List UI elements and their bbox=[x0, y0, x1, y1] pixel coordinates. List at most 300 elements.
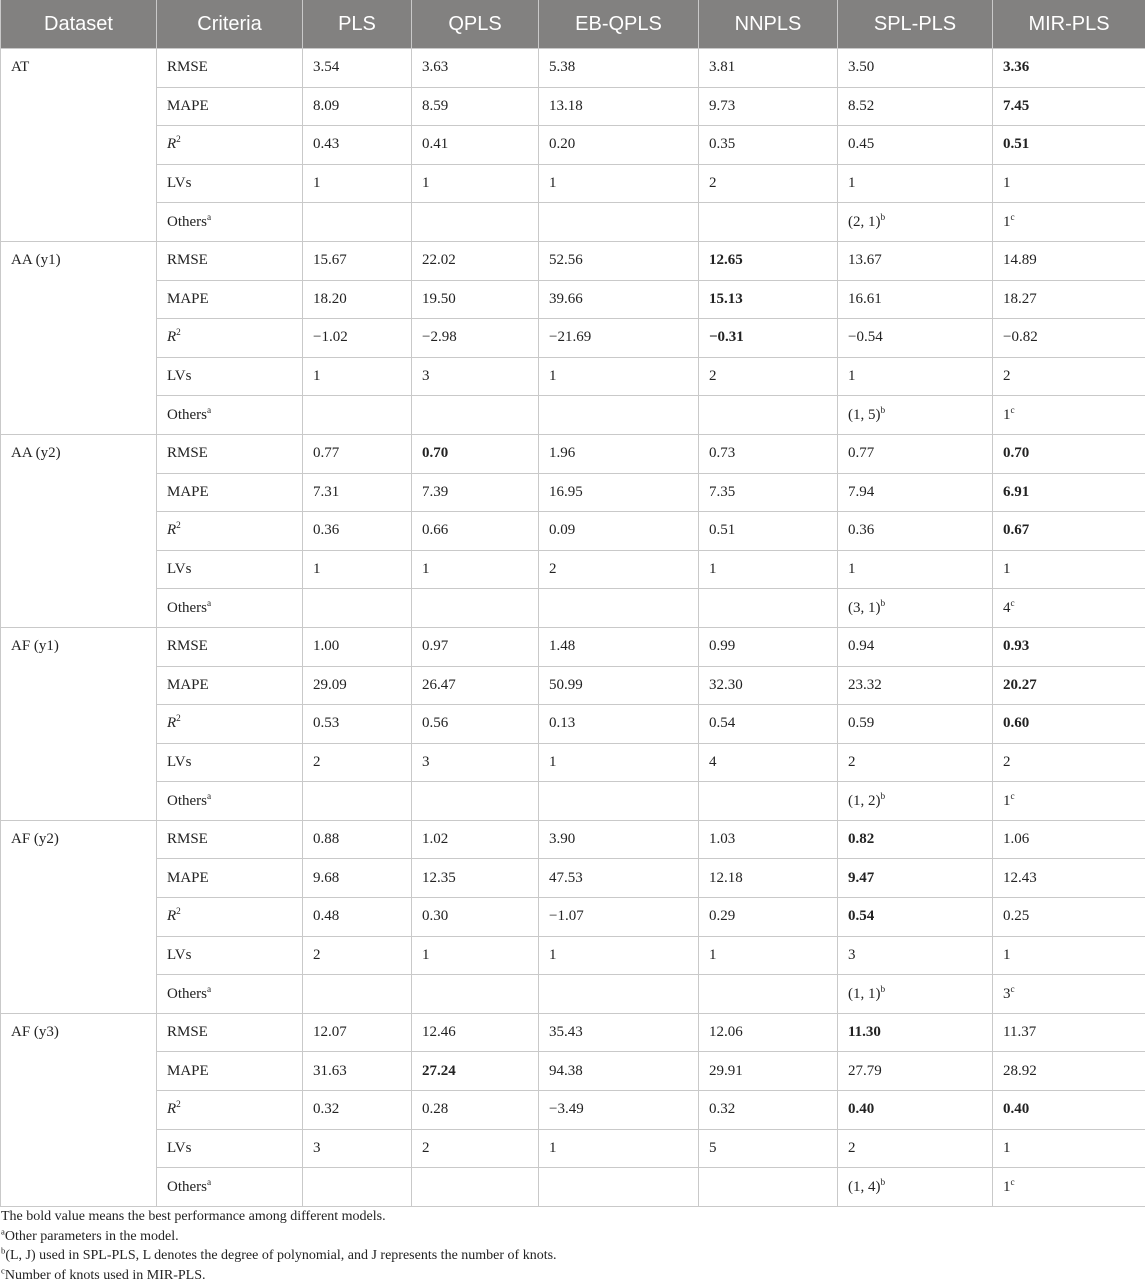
table-row bbox=[1, 1091, 1145, 1130]
value-text: 12.35 bbox=[422, 869, 456, 886]
value-cell bbox=[993, 705, 1145, 744]
value-cell bbox=[699, 434, 838, 473]
value-text: (1, 2) bbox=[848, 792, 881, 809]
value-cell bbox=[303, 241, 412, 280]
value-cell bbox=[539, 743, 699, 782]
value-text: 8.09 bbox=[313, 97, 340, 114]
value-cell bbox=[539, 975, 699, 1014]
value-text: 94.38 bbox=[549, 1062, 583, 1079]
value-cell bbox=[412, 936, 539, 975]
table-row bbox=[1, 782, 1145, 821]
value-text: 0.99 bbox=[709, 638, 736, 655]
value-text: 1.03 bbox=[709, 831, 736, 848]
criteria-label: MAPE bbox=[167, 1062, 209, 1079]
value-cell bbox=[838, 936, 993, 975]
value-cell bbox=[539, 705, 699, 744]
table-row bbox=[1, 627, 1145, 666]
value-text: 1 bbox=[549, 368, 557, 385]
table-row bbox=[1, 1129, 1145, 1168]
value-text: 1 bbox=[313, 175, 321, 192]
criteria-label: RMSE bbox=[167, 1024, 208, 1041]
table-row bbox=[1, 589, 1145, 628]
value-cell bbox=[303, 859, 412, 898]
criteria-label: LVs bbox=[167, 946, 192, 963]
value-text: 18.20 bbox=[313, 290, 347, 307]
value-text: 28.92 bbox=[1003, 1062, 1037, 1079]
table-row bbox=[1, 1168, 1145, 1207]
value-text: 12.46 bbox=[422, 1024, 456, 1041]
value-text: 7.35 bbox=[709, 483, 736, 500]
footnote-marker: b bbox=[1, 1245, 6, 1256]
value-text: 1 bbox=[422, 175, 430, 192]
value-text: 0.73 bbox=[709, 445, 736, 462]
table-row bbox=[1, 705, 1145, 744]
value-text: 2 bbox=[709, 175, 717, 192]
criteria-cell bbox=[157, 743, 303, 782]
value-cell bbox=[699, 1129, 838, 1168]
value-cell bbox=[412, 820, 539, 859]
value-text: 8.52 bbox=[848, 97, 875, 114]
criteria-label: RMSE bbox=[167, 59, 208, 76]
value-cell bbox=[993, 782, 1145, 821]
value-text: 5 bbox=[709, 1139, 717, 1156]
value-cell bbox=[699, 589, 838, 628]
value-cell bbox=[838, 164, 993, 203]
value-cell bbox=[412, 627, 539, 666]
value-text: 0.51 bbox=[1003, 136, 1030, 153]
value-text: 13.67 bbox=[848, 252, 882, 269]
value-cell bbox=[993, 975, 1145, 1014]
footnote-marker: b bbox=[880, 984, 886, 995]
value-text: 7.94 bbox=[848, 483, 875, 500]
value-cell bbox=[412, 164, 539, 203]
dataset-cell: AT bbox=[1, 49, 157, 242]
criteria-cell bbox=[157, 1168, 303, 1207]
value-text: 1 bbox=[313, 561, 321, 578]
table-row bbox=[1, 936, 1145, 975]
value-text: 1 bbox=[1003, 406, 1011, 423]
value-cell bbox=[303, 126, 412, 165]
value-cell bbox=[993, 49, 1145, 88]
value-cell bbox=[699, 859, 838, 898]
superscript-2: 2 bbox=[176, 907, 181, 918]
value-cell bbox=[303, 473, 412, 512]
table-row bbox=[1, 1013, 1145, 1052]
value-cell bbox=[539, 164, 699, 203]
criteria-cell bbox=[157, 705, 303, 744]
value-text: 0.53 bbox=[313, 715, 340, 732]
value-text: 0.32 bbox=[313, 1101, 340, 1118]
value-cell bbox=[303, 280, 412, 319]
value-text: 0.41 bbox=[422, 136, 449, 153]
value-cell bbox=[993, 87, 1145, 126]
footnote-text: The bold value means the best performance among different models. bbox=[1, 1209, 386, 1224]
criteria-cell bbox=[157, 666, 303, 705]
value-text: 16.61 bbox=[848, 290, 882, 307]
value-text: 1 bbox=[549, 946, 557, 963]
value-text: 1 bbox=[848, 368, 856, 385]
value-cell bbox=[993, 280, 1145, 319]
criteria-label: R bbox=[167, 329, 177, 346]
value-cell bbox=[838, 1091, 993, 1130]
value-cell bbox=[303, 1013, 412, 1052]
value-cell bbox=[412, 357, 539, 396]
value-cell bbox=[699, 705, 838, 744]
criteria-cell bbox=[157, 820, 303, 859]
footnote-marker: a bbox=[207, 598, 212, 609]
value-cell bbox=[412, 473, 539, 512]
criteria-cell bbox=[157, 1091, 303, 1130]
value-text: 3 bbox=[422, 753, 430, 770]
value-cell bbox=[412, 975, 539, 1014]
footnote-marker: a bbox=[207, 405, 212, 416]
column-header-criteria: Criteria bbox=[157, 0, 303, 49]
value-text: 31.63 bbox=[313, 1062, 347, 1079]
value-cell bbox=[303, 589, 412, 628]
value-cell bbox=[539, 898, 699, 937]
value-cell bbox=[993, 126, 1145, 165]
value-cell bbox=[699, 820, 838, 859]
value-text: 2 bbox=[313, 753, 321, 770]
value-cell bbox=[539, 1129, 699, 1168]
table-row bbox=[1, 859, 1145, 898]
value-cell bbox=[303, 396, 412, 435]
value-text: 0.25 bbox=[1003, 908, 1030, 925]
value-text: 2 bbox=[1003, 368, 1011, 385]
table-row bbox=[1, 49, 1145, 88]
value-cell bbox=[699, 280, 838, 319]
value-cell bbox=[412, 512, 539, 551]
criteria-label: Others bbox=[167, 792, 207, 809]
criteria-label: LVs bbox=[167, 753, 192, 770]
criteria-cell bbox=[157, 241, 303, 280]
value-cell bbox=[838, 898, 993, 937]
value-cell bbox=[412, 1013, 539, 1052]
value-cell bbox=[303, 434, 412, 473]
value-cell bbox=[838, 203, 993, 242]
value-cell bbox=[303, 820, 412, 859]
value-cell bbox=[412, 203, 539, 242]
value-cell bbox=[539, 589, 699, 628]
value-cell bbox=[412, 49, 539, 88]
value-text: 5.38 bbox=[549, 59, 576, 76]
value-text: 0.36 bbox=[848, 522, 875, 539]
value-cell bbox=[539, 1168, 699, 1207]
column-header-eb-qpls: EB-QPLS bbox=[539, 0, 699, 49]
criteria-cell bbox=[157, 1129, 303, 1168]
value-text: 2 bbox=[709, 368, 717, 385]
value-text: 1 bbox=[1003, 792, 1011, 809]
footnote-marker: a bbox=[207, 791, 212, 802]
value-cell bbox=[993, 627, 1145, 666]
value-text: 3 bbox=[313, 1139, 321, 1156]
criteria-cell bbox=[157, 975, 303, 1014]
value-text: 29.09 bbox=[313, 676, 347, 693]
value-text: 6.91 bbox=[1003, 483, 1030, 500]
value-cell bbox=[838, 705, 993, 744]
criteria-label: LVs bbox=[167, 561, 192, 578]
value-text: 1.06 bbox=[1003, 831, 1030, 848]
value-text: 12.18 bbox=[709, 869, 743, 886]
value-cell bbox=[412, 280, 539, 319]
value-cell bbox=[303, 203, 412, 242]
value-cell bbox=[539, 203, 699, 242]
value-cell bbox=[993, 743, 1145, 782]
footnote-marker: a bbox=[1, 1225, 5, 1236]
footnote-marker: c bbox=[1010, 598, 1015, 609]
footnote-text: (L, J) used in SPL-PLS, L denotes the degree of polynomial, and J represents the number of knots. bbox=[5, 1248, 557, 1263]
value-cell bbox=[838, 782, 993, 821]
table-row bbox=[1, 550, 1145, 589]
value-text: 1 bbox=[422, 946, 430, 963]
value-text: 3.36 bbox=[1003, 59, 1030, 76]
footnote-marker: b bbox=[880, 405, 886, 416]
value-text: 0.93 bbox=[1003, 638, 1030, 655]
footnote-marker: a bbox=[207, 984, 212, 995]
value-text: 50.99 bbox=[549, 676, 583, 693]
value-text: 3 bbox=[848, 946, 856, 963]
value-cell bbox=[539, 627, 699, 666]
value-text: 0.45 bbox=[848, 136, 875, 153]
criteria-cell bbox=[157, 1052, 303, 1091]
column-header-spl-pls: SPL-PLS bbox=[838, 0, 993, 49]
footnote-text: Number of knots used in MIR-PLS. bbox=[4, 1267, 206, 1283]
criteria-cell bbox=[157, 898, 303, 937]
value-cell bbox=[539, 319, 699, 358]
value-cell bbox=[303, 164, 412, 203]
value-cell bbox=[412, 319, 539, 358]
value-text: −1.07 bbox=[549, 908, 584, 925]
footnote-bold-note bbox=[0, 1207, 1145, 1227]
value-text: 23.32 bbox=[848, 676, 882, 693]
column-header-qpls: QPLS bbox=[412, 0, 539, 49]
value-text: 52.56 bbox=[549, 252, 583, 269]
value-text: 3.63 bbox=[422, 59, 449, 76]
value-cell bbox=[993, 241, 1145, 280]
value-text: 0.94 bbox=[848, 638, 875, 655]
value-cell bbox=[412, 898, 539, 937]
criteria-cell bbox=[157, 589, 303, 628]
footnote-marker: c bbox=[1010, 984, 1015, 995]
value-text: 22.02 bbox=[422, 252, 456, 269]
criteria-label: RMSE bbox=[167, 638, 208, 655]
value-text: 0.40 bbox=[1003, 1101, 1030, 1118]
value-text: 18.27 bbox=[1003, 290, 1037, 307]
value-text: 14.89 bbox=[1003, 252, 1037, 269]
value-cell bbox=[699, 49, 838, 88]
table-row bbox=[1, 743, 1145, 782]
value-cell bbox=[539, 434, 699, 473]
header-row bbox=[1, 0, 1145, 49]
value-text: 4 bbox=[1003, 599, 1011, 616]
value-cell bbox=[412, 87, 539, 126]
table-row bbox=[1, 126, 1145, 165]
table-row bbox=[1, 241, 1145, 280]
value-text: 2 bbox=[1003, 753, 1011, 770]
table-row bbox=[1, 280, 1145, 319]
criteria-label: LVs bbox=[167, 175, 192, 192]
value-cell bbox=[993, 666, 1145, 705]
value-cell bbox=[993, 898, 1145, 937]
value-cell bbox=[838, 473, 993, 512]
criteria-label: MAPE bbox=[167, 97, 209, 114]
value-cell bbox=[699, 87, 838, 126]
value-text: 1 bbox=[1003, 213, 1011, 230]
value-cell bbox=[539, 126, 699, 165]
value-cell bbox=[412, 859, 539, 898]
value-text: 0.32 bbox=[709, 1101, 736, 1118]
value-cell bbox=[303, 627, 412, 666]
value-text: 1.96 bbox=[549, 445, 576, 462]
value-cell bbox=[699, 319, 838, 358]
dataset-cell: AF (y1) bbox=[1, 627, 157, 820]
table-row bbox=[1, 396, 1145, 435]
criteria-cell bbox=[157, 357, 303, 396]
value-text: 9.47 bbox=[848, 869, 875, 886]
value-text: 12.65 bbox=[709, 252, 743, 269]
value-cell bbox=[993, 357, 1145, 396]
value-text: 16.95 bbox=[549, 483, 583, 500]
footnote-marker: c bbox=[1010, 791, 1015, 802]
value-text: 12.07 bbox=[313, 1024, 347, 1041]
value-cell bbox=[838, 743, 993, 782]
value-cell bbox=[699, 126, 838, 165]
value-cell bbox=[412, 550, 539, 589]
criteria-label: R bbox=[167, 715, 177, 732]
value-text: 1 bbox=[1003, 175, 1011, 192]
superscript-2: 2 bbox=[176, 714, 181, 725]
value-text: 7.31 bbox=[313, 483, 340, 500]
footnote-marker: c bbox=[1010, 212, 1015, 223]
value-text: 19.50 bbox=[422, 290, 456, 307]
value-text: 1 bbox=[549, 753, 557, 770]
value-text: 0.77 bbox=[848, 445, 875, 462]
value-cell bbox=[838, 1052, 993, 1091]
table-body bbox=[1, 49, 1145, 1207]
criteria-cell bbox=[157, 936, 303, 975]
criteria-cell bbox=[157, 859, 303, 898]
value-text: (1, 1) bbox=[848, 985, 881, 1002]
value-cell bbox=[412, 743, 539, 782]
value-cell bbox=[838, 357, 993, 396]
value-cell bbox=[993, 820, 1145, 859]
value-cell bbox=[303, 666, 412, 705]
value-cell bbox=[993, 473, 1145, 512]
value-cell bbox=[539, 550, 699, 589]
value-cell bbox=[993, 589, 1145, 628]
value-cell bbox=[699, 743, 838, 782]
value-text: −3.49 bbox=[549, 1101, 584, 1118]
value-cell bbox=[838, 241, 993, 280]
value-text: (3, 1) bbox=[848, 599, 881, 616]
value-cell bbox=[699, 1052, 838, 1091]
dataset-cell: AF (y2) bbox=[1, 820, 157, 1013]
value-text: 1 bbox=[313, 368, 321, 385]
value-text: 0.35 bbox=[709, 136, 736, 153]
criteria-cell bbox=[157, 126, 303, 165]
criteria-cell bbox=[157, 473, 303, 512]
value-text: 8.59 bbox=[422, 97, 449, 114]
value-text: 0.66 bbox=[422, 522, 449, 539]
value-cell bbox=[993, 936, 1145, 975]
criteria-cell bbox=[157, 782, 303, 821]
value-cell bbox=[993, 859, 1145, 898]
value-text: 3.81 bbox=[709, 59, 736, 76]
table-row bbox=[1, 319, 1145, 358]
value-text: 0.56 bbox=[422, 715, 449, 732]
value-text: 11.30 bbox=[848, 1024, 881, 1041]
value-text: 1 bbox=[1003, 1178, 1011, 1195]
footnote-a bbox=[0, 1227, 1145, 1247]
value-cell bbox=[993, 550, 1145, 589]
value-cell bbox=[303, 1091, 412, 1130]
value-text: 26.47 bbox=[422, 676, 456, 693]
value-cell bbox=[699, 357, 838, 396]
value-text: 7.39 bbox=[422, 483, 449, 500]
value-cell bbox=[838, 396, 993, 435]
value-text: 0.43 bbox=[313, 136, 340, 153]
value-text: 15.13 bbox=[709, 290, 743, 307]
value-cell bbox=[699, 164, 838, 203]
value-text: 2 bbox=[549, 561, 557, 578]
value-text: 3.90 bbox=[549, 831, 576, 848]
value-cell bbox=[993, 164, 1145, 203]
criteria-cell bbox=[157, 164, 303, 203]
value-cell bbox=[303, 357, 412, 396]
value-text: 27.79 bbox=[848, 1062, 882, 1079]
value-cell bbox=[539, 473, 699, 512]
value-text: 0.28 bbox=[422, 1101, 449, 1118]
value-text: 1 bbox=[549, 175, 557, 192]
value-text: 0.20 bbox=[549, 136, 576, 153]
value-cell bbox=[699, 1013, 838, 1052]
value-text: 15.67 bbox=[313, 252, 347, 269]
value-text: 1 bbox=[1003, 1139, 1011, 1156]
value-cell bbox=[303, 1129, 412, 1168]
value-cell bbox=[699, 782, 838, 821]
value-text: 0.13 bbox=[549, 715, 576, 732]
footnote-marker: a bbox=[207, 212, 212, 223]
criteria-label: Others bbox=[167, 985, 207, 1002]
value-text: 1 bbox=[848, 561, 856, 578]
value-cell bbox=[303, 975, 412, 1014]
value-text: (1, 5) bbox=[848, 406, 881, 423]
value-cell bbox=[412, 666, 539, 705]
footnote-b bbox=[0, 1246, 1145, 1266]
value-text: 47.53 bbox=[549, 869, 583, 886]
footnote-marker: c bbox=[1, 1264, 5, 1275]
value-cell bbox=[993, 396, 1145, 435]
criteria-label: Others bbox=[167, 406, 207, 423]
value-cell bbox=[412, 126, 539, 165]
footnote-marker: b bbox=[880, 212, 886, 223]
value-cell bbox=[303, 49, 412, 88]
table-row bbox=[1, 357, 1145, 396]
criteria-cell bbox=[157, 1013, 303, 1052]
footnote-c bbox=[0, 1266, 1145, 1286]
criteria-cell bbox=[157, 203, 303, 242]
value-text: 0.97 bbox=[422, 638, 449, 655]
value-cell bbox=[699, 627, 838, 666]
value-cell bbox=[838, 550, 993, 589]
footnote-text: Other parameters in the model. bbox=[4, 1228, 179, 1244]
value-cell bbox=[838, 87, 993, 126]
value-cell bbox=[412, 434, 539, 473]
value-text: 0.70 bbox=[422, 445, 449, 462]
value-text: 0.54 bbox=[709, 715, 736, 732]
value-cell bbox=[699, 666, 838, 705]
criteria-label: RMSE bbox=[167, 445, 208, 462]
